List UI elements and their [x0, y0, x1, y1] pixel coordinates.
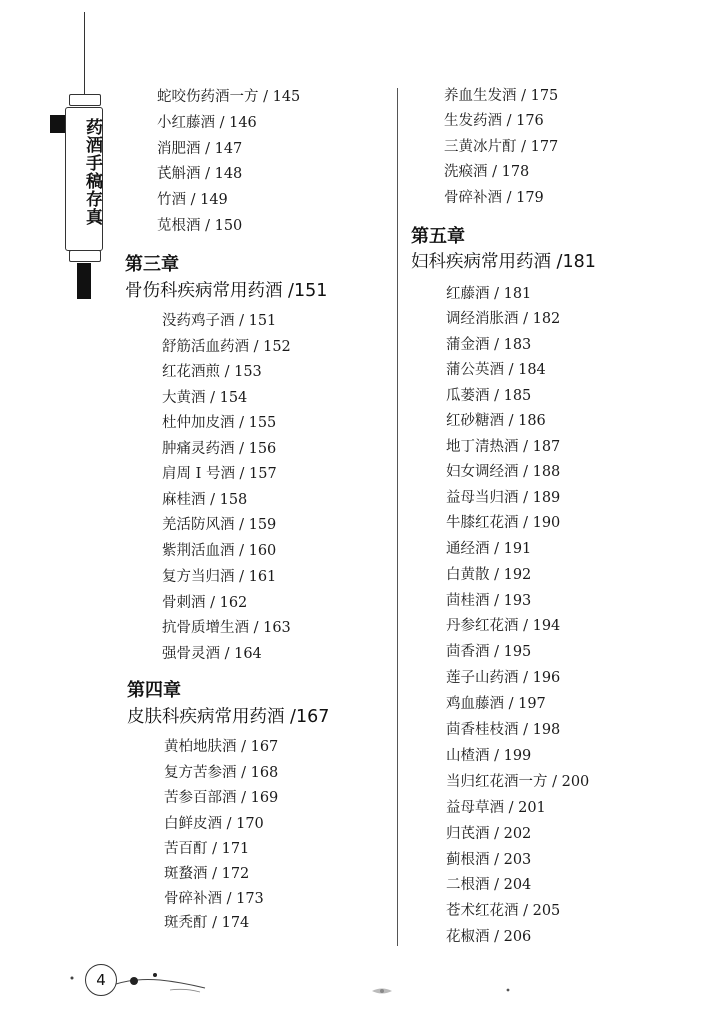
tag-string	[84, 12, 85, 96]
tag-title: 药酒手稿存真	[82, 118, 102, 226]
toc-entry: 强骨灵酒 / 164	[162, 646, 262, 662]
toc-entry: 苦百酊 / 171	[164, 841, 250, 857]
toc-entry: 茴桂酒 / 193	[446, 593, 532, 609]
toc-entry: 斑蝥酒 / 172	[164, 866, 250, 882]
toc-entry: 归芪酒 / 202	[446, 826, 532, 842]
tag-hanging-block	[77, 263, 91, 299]
toc-entry: 舒筋活血药酒 / 152	[162, 339, 291, 355]
toc-entry: 地丁清热酒 / 187	[446, 439, 561, 455]
toc-entry: 芪斛酒 / 148	[157, 166, 243, 182]
toc-entry: 调经消胀酒 / 182	[446, 311, 561, 327]
toc-entry: 牛膝红花酒 / 190	[446, 515, 561, 531]
toc-entry: 复方苦参酒 / 168	[164, 765, 279, 781]
page-number: 4	[85, 964, 117, 996]
toc-entry: 肩周 I 号酒 / 157	[162, 466, 277, 482]
toc-entry: 茴香酒 / 195	[446, 644, 532, 660]
toc-entry: 山楂酒 / 199	[446, 748, 532, 764]
toc-entry: 莲子山药酒 / 196	[446, 670, 561, 686]
toc-entry: 当归红花酒一方 / 200	[446, 774, 590, 790]
toc-entry: 骨碎补酒 / 173	[164, 891, 264, 907]
toc-entry: 苦参百部酒 / 169	[164, 790, 279, 806]
toc-entry: 养血生发酒 / 175	[444, 88, 559, 104]
tag-top-cap	[69, 94, 101, 106]
toc-entry: 杜仲加皮酒 / 155	[162, 415, 277, 431]
toc-entry: 麻桂酒 / 158	[162, 492, 248, 508]
toc-entry: 红砂糖酒 / 186	[446, 413, 546, 429]
toc-entry: 蒲公英酒 / 184	[446, 362, 546, 378]
toc-entry: 竹酒 / 149	[157, 192, 228, 208]
toc-entry: 苍术红花酒 / 205	[446, 903, 561, 919]
toc-entry: 大黄酒 / 154	[162, 390, 248, 406]
toc-entry: 红花酒煎 / 153	[162, 364, 262, 380]
chapter-title: 皮肤科疾病常用药酒 /167	[127, 707, 330, 727]
toc-entry: 蛇咬伤药酒一方 / 145	[157, 89, 301, 105]
toc-entry: 妇女调经酒 / 188	[446, 464, 561, 480]
toc-entry: 斑秃酊 / 174	[164, 915, 250, 931]
toc-entry: 黄柏地肤酒 / 167	[164, 739, 279, 755]
toc-entry: 消肥酒 / 147	[157, 141, 243, 157]
chapter-number: 第三章	[125, 254, 179, 275]
toc-entry: 没药鸡子酒 / 151	[162, 313, 277, 329]
toc-entry: 洗瘊酒 / 178	[444, 164, 530, 180]
chapter-title: 妇科疾病常用药酒 /181	[411, 252, 596, 272]
toc-entry: 羌活防风酒 / 159	[162, 517, 277, 533]
toc-entry: 骨刺酒 / 162	[162, 595, 248, 611]
tag-bottom-cap	[69, 250, 101, 262]
toc-entry: 二根酒 / 204	[446, 877, 532, 893]
toc-entry: 丹参红花酒 / 194	[446, 618, 561, 634]
toc-entry: 复方当归酒 / 161	[162, 569, 277, 585]
toc-entry: 茴香桂枝酒 / 198	[446, 722, 561, 738]
toc-entry: 蒲金酒 / 183	[446, 337, 532, 353]
toc-entry: 花椒酒 / 206	[446, 929, 532, 945]
toc-entry: 益母草酒 / 201	[446, 800, 546, 816]
toc-entry: 白黄散 / 192	[446, 567, 532, 583]
toc-entry: 生发药酒 / 176	[444, 113, 544, 129]
toc-entry: 骨碎补酒 / 179	[444, 190, 544, 206]
toc-entry: 三黄冰片酊 / 177	[444, 139, 559, 155]
column-divider	[397, 88, 398, 946]
chapter-number: 第五章	[411, 226, 465, 247]
toc-entry: 通经酒 / 191	[446, 541, 532, 557]
toc-entry: 紫荆活血酒 / 160	[162, 543, 277, 559]
toc-entry: 益母当归酒 / 189	[446, 490, 561, 506]
tag-side-block	[50, 115, 65, 133]
toc-entry: 小红藤酒 / 146	[157, 115, 257, 131]
toc-entry: 鸡血藤酒 / 197	[446, 696, 546, 712]
toc-entry: 肿痛灵药酒 / 156	[162, 441, 277, 457]
toc-entry: 白鲜皮酒 / 170	[164, 816, 264, 832]
toc-entry: 瓜蒌酒 / 185	[446, 388, 532, 404]
toc-entry: 抗骨质增生酒 / 163	[162, 620, 291, 636]
toc-entry: 红藤酒 / 181	[446, 286, 532, 302]
chapter-number: 第四章	[127, 680, 181, 701]
chapter-title: 骨伤科疾病常用药酒 /151	[125, 281, 328, 301]
toc-entry: 苋根酒 / 150	[157, 218, 243, 234]
toc-entry: 蓟根酒 / 203	[446, 852, 532, 868]
footer-decoration	[0, 950, 724, 1010]
